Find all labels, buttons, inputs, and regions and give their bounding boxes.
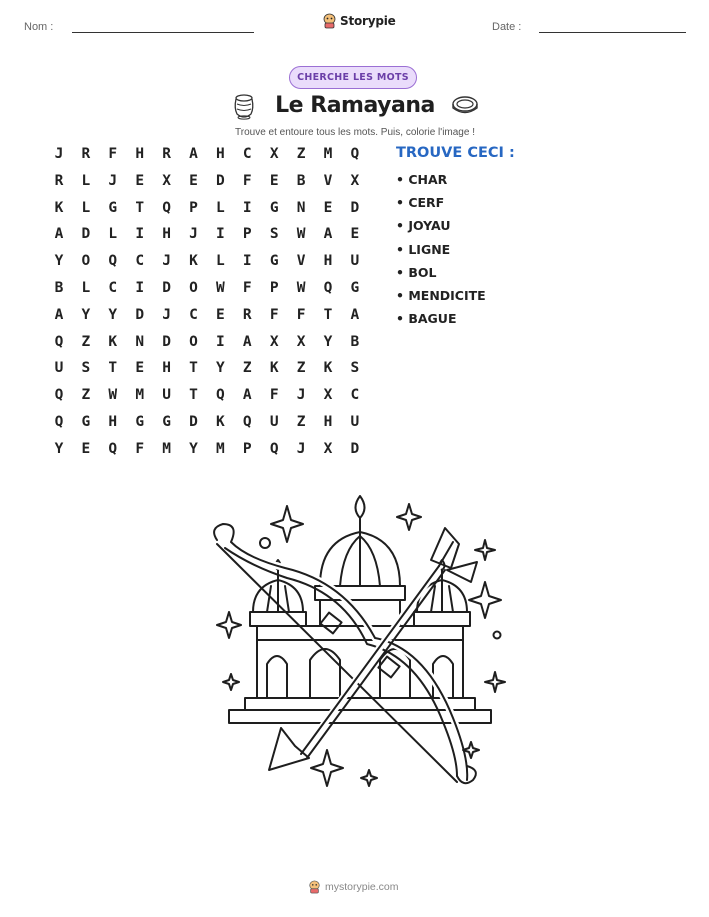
grid-letter: G <box>81 414 91 430</box>
grid-letter: K <box>189 253 198 270</box>
grid-letter: H <box>216 146 225 162</box>
grid-letter: H <box>323 253 333 270</box>
grid-letter: J <box>108 172 118 189</box>
grid-letter: Q <box>242 414 252 430</box>
grid-letter: Z <box>296 146 306 162</box>
grid-letter: C <box>350 387 360 404</box>
grid-letter: Y <box>81 306 91 323</box>
grid-letter: L <box>108 226 118 243</box>
grid-letter: H <box>135 146 145 162</box>
instructions: Trouve et entoure tous les mots. Puis, colorie l'image ! <box>235 127 475 138</box>
grid-letter: D <box>162 333 171 350</box>
grid-letter: K <box>54 199 64 216</box>
grid-letter: Q <box>162 199 171 216</box>
word-item: • CHAR <box>396 172 448 187</box>
grid-letter: Q <box>54 387 64 404</box>
grid-letter: O <box>189 280 198 296</box>
grid-letter: C <box>242 146 252 162</box>
grid-letter: A <box>54 306 64 323</box>
grid-letter: A <box>323 226 333 243</box>
grid-letter: Q <box>54 333 64 350</box>
grid-letter: S <box>269 226 279 243</box>
grid-letter: P <box>269 280 279 296</box>
grid-letter: L <box>216 253 225 270</box>
grid-letter: A <box>242 333 252 350</box>
grid-letter: Y <box>108 306 118 323</box>
grid-letter: D <box>350 199 360 216</box>
grid-letter: U <box>269 414 279 430</box>
grid-letter: W <box>296 226 306 243</box>
grid-letter: D <box>189 414 198 430</box>
word-item: • MENDICITE <box>396 287 486 303</box>
grid-letter: N <box>296 199 306 216</box>
footer <box>308 880 399 894</box>
grid-letter: T <box>323 306 333 323</box>
grid-letter: G <box>108 199 118 216</box>
date-label: Date : <box>492 21 522 33</box>
grid-letter: B <box>296 172 306 189</box>
grid-letter: F <box>242 172 252 189</box>
grid-letter: J <box>296 387 306 404</box>
grid-letter: L <box>81 199 91 216</box>
grid-letter: O <box>189 333 198 350</box>
grid-letter: J <box>296 440 306 457</box>
grid-letter: R <box>81 146 91 162</box>
grid-letter: A <box>189 146 198 162</box>
grid-letter: M <box>216 440 225 457</box>
grid-letter: L <box>81 172 91 189</box>
storypie-mascot-icon <box>308 880 321 894</box>
grid-letter: C <box>189 306 198 323</box>
word-list <box>396 172 486 334</box>
word-list-title: TROUVE CECI : <box>396 145 515 161</box>
grid-letter: Y <box>54 253 64 270</box>
grid-letter: E <box>135 172 145 189</box>
grid-letter: V <box>323 172 333 189</box>
grid-letter: S <box>350 360 360 377</box>
grid-letter: L <box>216 199 225 216</box>
name-line <box>72 32 254 33</box>
grid-letter: E <box>189 172 198 189</box>
grid-letter: G <box>162 414 171 430</box>
grid-letter: E <box>81 440 91 457</box>
grid-letter: X <box>296 333 306 350</box>
grid-letter: J <box>162 253 171 270</box>
grid-letter: Z <box>296 360 306 377</box>
grid-letter: T <box>189 387 198 404</box>
grid-letter: D <box>81 226 91 243</box>
grid-letter: X <box>269 333 279 350</box>
grid-letter: E <box>350 226 360 243</box>
grid-letter: N <box>135 333 145 350</box>
grid-letter: Z <box>242 360 252 377</box>
grid-letter: A <box>350 306 360 323</box>
grid-letter: X <box>323 387 333 404</box>
grid-letter: Q <box>108 440 118 457</box>
grid-letter: H <box>323 414 333 430</box>
grid-letter: H <box>108 414 118 430</box>
grid-letter: L <box>81 280 91 296</box>
grid-letter: I <box>135 280 145 296</box>
grid-letter: U <box>54 360 64 377</box>
grid-letter: F <box>135 440 145 457</box>
grid-letter: C <box>108 280 118 296</box>
grid-letter: G <box>269 253 279 270</box>
grid-letter: Z <box>296 414 306 430</box>
grid-letter: P <box>189 199 198 216</box>
grid-letter: F <box>108 146 118 162</box>
grid-letter: B <box>54 280 64 296</box>
grid-letter: I <box>216 333 225 350</box>
grid-letter: U <box>350 253 360 270</box>
grid-letter: K <box>323 360 333 377</box>
grid-letter: D <box>216 172 225 189</box>
grid-letter: Q <box>269 440 279 457</box>
brand-logo <box>322 13 396 29</box>
grid-letter: E <box>323 199 333 216</box>
grid-letter: I <box>216 226 225 243</box>
date-line <box>539 32 686 33</box>
grid-letter: J <box>162 306 171 323</box>
grid-letter: W <box>216 280 225 296</box>
grid-letter: G <box>350 280 360 296</box>
grid-letter: J <box>54 146 64 162</box>
grid-letter: A <box>54 226 64 243</box>
grid-letter: X <box>162 172 171 189</box>
grid-letter: K <box>216 414 225 430</box>
grid-letter: R <box>242 306 252 323</box>
grid-letter: T <box>135 199 145 216</box>
grid-letter: Q <box>323 280 333 296</box>
grid-letter: P <box>242 226 252 243</box>
grid-letter: C <box>135 253 145 270</box>
grid-letter: U <box>162 387 171 404</box>
grid-letter: D <box>162 280 171 296</box>
word-item: • CERF <box>396 195 445 211</box>
word-item: • BAGUE <box>396 311 457 327</box>
grid-letter: F <box>242 280 252 296</box>
grid-letter: G <box>135 414 145 430</box>
grid-letter: Y <box>323 333 333 350</box>
grid-letter: D <box>135 306 145 323</box>
grid-letter: F <box>269 306 279 323</box>
bowl-icon <box>229 92 259 122</box>
grid-letter: Q <box>108 253 118 270</box>
grid-letter: Z <box>81 333 91 350</box>
word-item: • JOYAU <box>396 218 451 234</box>
grid-letter: P <box>242 440 252 457</box>
grid-letter: V <box>296 253 306 270</box>
grid-letter: Y <box>54 440 64 457</box>
grid-letter: I <box>135 226 145 243</box>
grid-letter: Y <box>216 360 225 377</box>
word-item: • BOL <box>396 264 437 280</box>
grid-letter: M <box>135 387 145 404</box>
grid-letter: W <box>108 387 118 404</box>
grid-letter: X <box>323 440 333 457</box>
grid-letter: T <box>108 360 118 377</box>
grid-letter: Q <box>216 387 225 404</box>
grid-letter: Q <box>54 414 64 430</box>
grid-letter: X <box>269 146 279 162</box>
storypie-mascot-icon <box>322 13 337 29</box>
grid-letter: E <box>216 306 225 323</box>
grid-letter: M <box>323 146 333 162</box>
grid-letter: D <box>350 440 360 457</box>
grid-letter: K <box>269 360 279 377</box>
grid-letter: O <box>81 253 91 270</box>
grid-letter: S <box>81 360 91 377</box>
grid-letter: X <box>350 172 360 189</box>
brand-name: Storypie <box>340 14 396 28</box>
grid-letter: R <box>54 172 64 189</box>
grid-letter: H <box>162 226 171 243</box>
grid-letter: U <box>350 414 360 430</box>
grid-letter: F <box>269 387 279 404</box>
page-title: Le Ramayana <box>275 93 435 118</box>
grid-letter: T <box>189 360 198 377</box>
grid-letter: Q <box>350 146 360 162</box>
grid-letter: Y <box>189 440 198 457</box>
grid-letter: E <box>135 360 145 377</box>
grid-letter: E <box>269 172 279 189</box>
grid-letter: I <box>242 199 252 216</box>
grid-letter: M <box>162 440 171 457</box>
grid-letter: W <box>296 280 306 296</box>
grid-letter: G <box>269 199 279 216</box>
word-item: • LIGNE <box>396 241 451 257</box>
name-label: Nom : <box>24 21 54 33</box>
grid-letter: B <box>350 333 360 350</box>
grid-letter: K <box>108 333 118 350</box>
activity-badge: CHERCHE LES MOTS <box>289 66 417 89</box>
grid-letter: J <box>189 226 198 243</box>
grid-letter: F <box>296 306 306 323</box>
palace-bow-arrow-illustration <box>195 488 515 808</box>
ring-icon <box>450 93 480 119</box>
grid-letter: R <box>162 146 171 162</box>
grid-letter: H <box>162 360 171 377</box>
footer-url: mystorypie.com <box>325 881 399 893</box>
grid-letter: Z <box>81 387 91 404</box>
grid-letter: I <box>242 253 252 270</box>
grid-letter: A <box>242 387 252 404</box>
